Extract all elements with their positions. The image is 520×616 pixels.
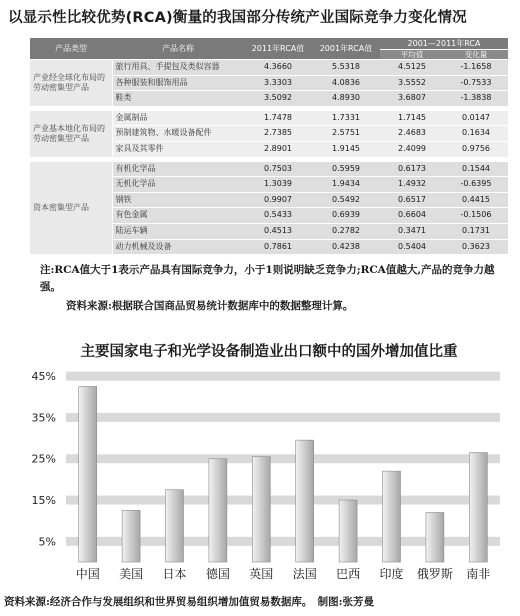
product-name: 各种服装和服饰用品 [112,75,244,91]
value-2011: 0.9907 [244,192,312,208]
group-type-label: 产业经全球化布局的劳动密集型产品 [30,60,112,107]
bar [469,453,487,562]
value-2011: 2.8901 [244,141,312,157]
chart-source: 资料来源:经济合作与发展组织和世界贸易组织增加值贸易数据库。 制图:张芳曼 [4,596,375,608]
value-2001: 5.5318 [312,60,380,76]
value-change: 0.9756 [444,141,508,157]
y-tick-label: 5% [38,535,56,549]
section1-title: 以显示性比较优势(RCA)衡量的我国部分传统产业国际竞争力变化情况 [8,10,467,26]
value-avg: 4.5125 [380,60,444,76]
value-avg: 0.6604 [380,208,444,224]
value-2011: 4.3660 [244,60,312,76]
x-tick-label: 法国 [292,567,317,581]
bar [122,510,140,562]
value-avg: 3.5552 [380,75,444,91]
table-group [30,161,508,255]
value-2011: 0.4513 [244,223,312,239]
grid-band [66,372,500,381]
y-tick-label: 35% [31,411,56,425]
value-2001: 1.9434 [312,177,380,193]
value-change: -0.1506 [444,208,508,224]
product-name: 陆运车辆 [112,223,244,239]
value-change: 0.1731 [444,223,508,239]
product-name: 有机化学品 [112,161,244,177]
value-2011: 3.3303 [244,75,312,91]
value-avg: 1.7145 [380,110,444,126]
table-group [30,110,508,161]
x-tick-label: 南非 [466,567,491,581]
grid-band [66,413,500,422]
bar [296,440,314,562]
value-2011: 1.3039 [244,177,312,193]
value-avg: 0.3471 [380,223,444,239]
header-change: 变化量 [444,50,508,60]
bar [339,500,357,562]
x-tick-label: 英国 [249,567,274,581]
product-name: 钢铁 [112,192,244,208]
value-avg: 2.4099 [380,141,444,157]
y-tick-label: 45% [31,370,56,384]
x-tick-label: 德国 [205,567,230,581]
value-2011: 0.5433 [244,208,312,224]
x-tick-label: 美国 [119,567,144,581]
product-name: 有色金属 [112,208,244,224]
y-tick-label: 25% [31,452,56,466]
header-2001: 2001年RCA值 [312,38,380,60]
table-row [30,60,508,76]
table-note: 注:RCA值大于1表示产品具有国际竞争力，小于1则说明缺乏竞争力;RCA值越大,产品的竞争力越强。 [40,264,495,293]
value-avg: 3.6807 [380,91,444,107]
product-name: 预制建筑物、水暖设备配件 [112,126,244,142]
value-change: 0.4415 [444,192,508,208]
table-row [30,161,508,177]
value-change: 0.1544 [444,161,508,177]
value-2001: 4.8930 [312,91,380,107]
table-header-row [30,38,508,50]
value-2001: 0.5959 [312,161,380,177]
value-2011: 0.7861 [244,239,312,255]
value-avg: 0.5404 [380,239,444,255]
value-2011: 1.7478 [244,110,312,126]
product-name: 旅行用具、手提包及类似容器 [112,60,244,76]
bar [426,512,444,562]
value-2001: 4.0836 [312,75,380,91]
value-change: -0.7533 [444,75,508,91]
x-tick-label: 中国 [75,567,100,581]
value-2011: 3.5092 [244,91,312,107]
value-avg: 0.6173 [380,161,444,177]
value-2001: 1.9145 [312,141,380,157]
value-change: -1.3838 [444,91,508,107]
x-tick-label: 日本 [162,567,187,581]
table-row [30,110,508,126]
value-change: -0.6395 [444,177,508,193]
value-2001: 0.4238 [312,239,380,255]
x-tick-label: 俄罗斯 [416,567,453,581]
table-source: 资料来源:根据联合国商品贸易统计数据库中的数据整理计算。 [66,300,354,312]
header-group: 2001—2011年RCA [380,38,508,50]
value-2001: 1.7331 [312,110,380,126]
x-axis [76,566,491,581]
header-name: 产品名称 [112,38,244,60]
product-name: 动力机械及设备 [112,239,244,255]
bar [252,457,270,562]
product-name: 金属制品 [112,110,244,126]
rca-table [30,38,508,255]
bar [383,471,401,562]
header-2011: 2011年RCA值 [244,38,312,60]
y-tick-label: 15% [31,494,56,508]
bar [79,386,97,562]
header-avg: 平均值 [380,50,444,60]
bars [79,386,488,562]
value-change: 0.0147 [444,110,508,126]
value-2001: 0.2782 [312,223,380,239]
x-tick-label: 巴西 [336,567,361,581]
product-name: 家具及其零件 [112,141,244,157]
value-change: 0.3623 [444,239,508,255]
x-tick-label: 印度 [379,567,404,581]
value-2001: 0.5492 [312,192,380,208]
value-avg: 1.4932 [380,177,444,193]
grid-band [66,454,500,463]
group-type-label: 产业基本地化布局的劳动密集型产品 [30,110,112,157]
product-name: 无机化学品 [112,177,244,193]
value-2011: 0.7503 [244,161,312,177]
grid-band [66,496,500,505]
product-name: 鞋类 [112,91,244,107]
group-type-label: 资本密集型产品 [30,161,112,255]
bar [166,490,184,562]
bar-chart [0,366,520,592]
value-avg: 2.4683 [380,126,444,142]
table-group [30,60,508,111]
value-avg: 0.6517 [380,192,444,208]
chart-title: 主要国家电子和光学设备制造业出口额中的国外增加值比重 [80,344,458,360]
y-axis [32,370,56,548]
bar [209,459,227,562]
value-2001: 2.5751 [312,126,380,142]
value-2001: 0.6939 [312,208,380,224]
value-2011: 2.7385 [244,126,312,142]
value-change: 0.1634 [444,126,508,142]
value-change: -1.1658 [444,60,508,76]
header-type: 产品类型 [30,38,112,60]
